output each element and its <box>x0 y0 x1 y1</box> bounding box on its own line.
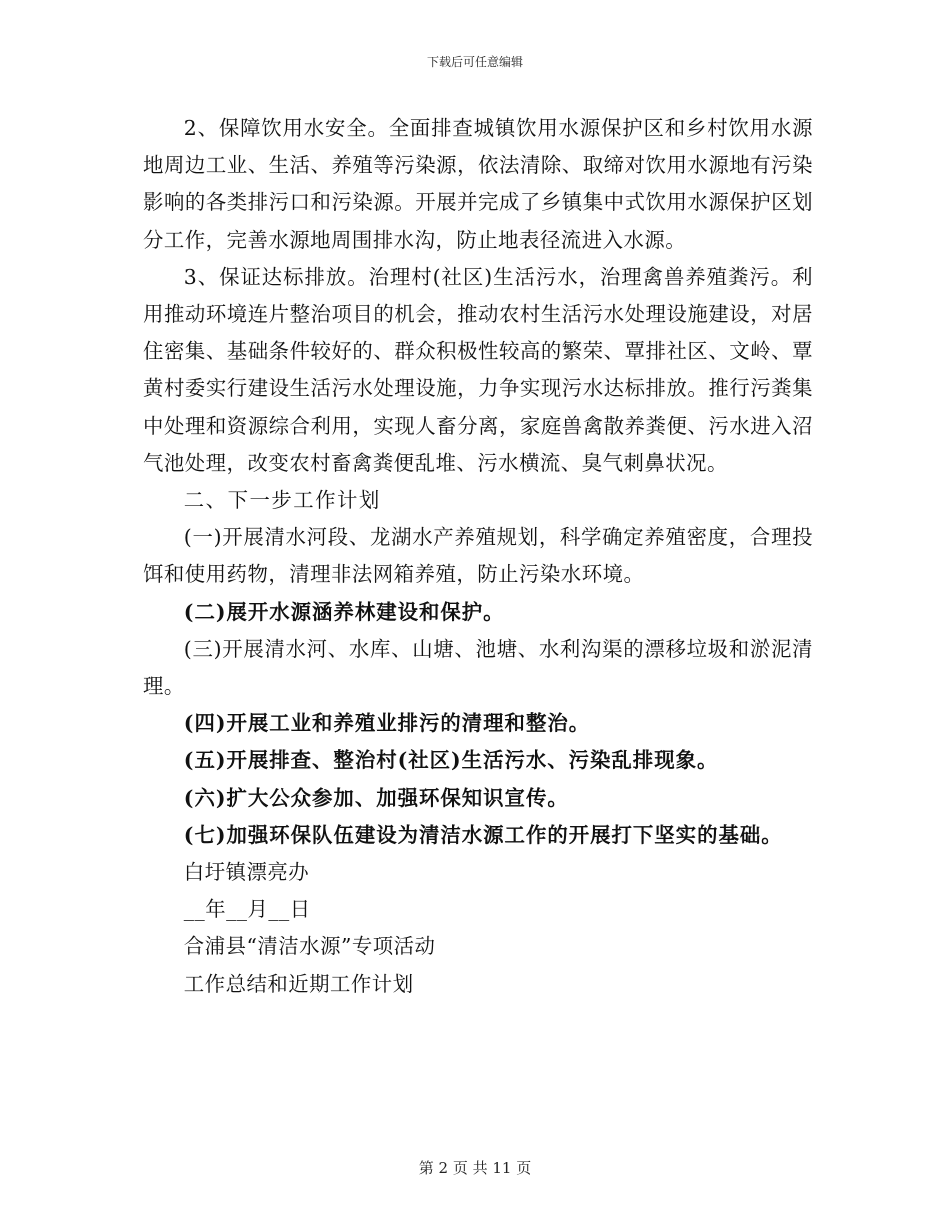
plan-item-4: (四)开展工业和养殖业排污的清理和整治。 <box>183 711 591 736</box>
page-footer: 第 2 页 共 11 页 <box>418 1159 532 1177</box>
paragraph-item-3: 3、保证达标排放。治理村(社区)生活污水，治理禽兽养殖粪污。利用推动环境连片整治项目的机会，推动农村生活污水处理设施建设，对居住密集、基础条件较好的、群众积极性较高的繁荣、覃排社区、文岭、覃黄村委实行建设生活污水处理设施，力争实现污水达标排放。推行污粪集中处理和资源综合利用，实现人畜分离，家庭兽禽散养粪便、污水进入沼气池处理，改变农村畜禽粪便乱堆、污水横流、臭气刺鼻状况。 <box>143 264 813 475</box>
section-heading: 二、下一步工作计划 <box>183 488 381 513</box>
plan-item-7: (七)加强环保队伍建设为清洁水源工作的开展打下坚实的基础。 <box>183 822 783 847</box>
next-title-line-1: 合浦县“清洁水源”专项活动 <box>183 934 436 959</box>
paragraph-item-2: 2、保障饮用水安全。全面排查城镇饮用水源保护区和乡村饮用水源地周边工业、生活、养殖等污染源，依法清除、取缔对饮用水源地有污染影响的各类排污口和污染源。开展并完成了乡镇集中式饮用水源保护区划分工作，完善水源地周围排水沟，防止地表径流进入水源。 <box>143 116 813 252</box>
plan-item-3: (三)开展清水河、水库、山塘、池塘、水利沟渠的漂移垃圾和淤泥清理。 <box>143 636 813 699</box>
plan-item-1: (一)开展清水河段、龙湖水产养殖规划，科学确定养殖密度，合理投饵和使用药物，清理非法网箱养殖，防止污染水环境。 <box>143 525 813 587</box>
plan-item-5: (五)开展排查、整治村(社区)生活污水、污染乱排现象。 <box>183 748 719 773</box>
page-header: 下载后可任意编辑 <box>426 55 523 69</box>
signature-org: 白圩镇漂亮办 <box>183 860 310 885</box>
next-title-line-2: 工作总结和近期工作计划 <box>183 971 414 996</box>
plan-item-2: (二)展开水源涵养林建设和保护。 <box>183 599 505 624</box>
plan-item-6: (六)扩大公众参加、加强环保知识宣传。 <box>183 785 569 810</box>
signature-date: __年__月__日 <box>183 897 311 922</box>
document-body <box>143 110 813 1003</box>
